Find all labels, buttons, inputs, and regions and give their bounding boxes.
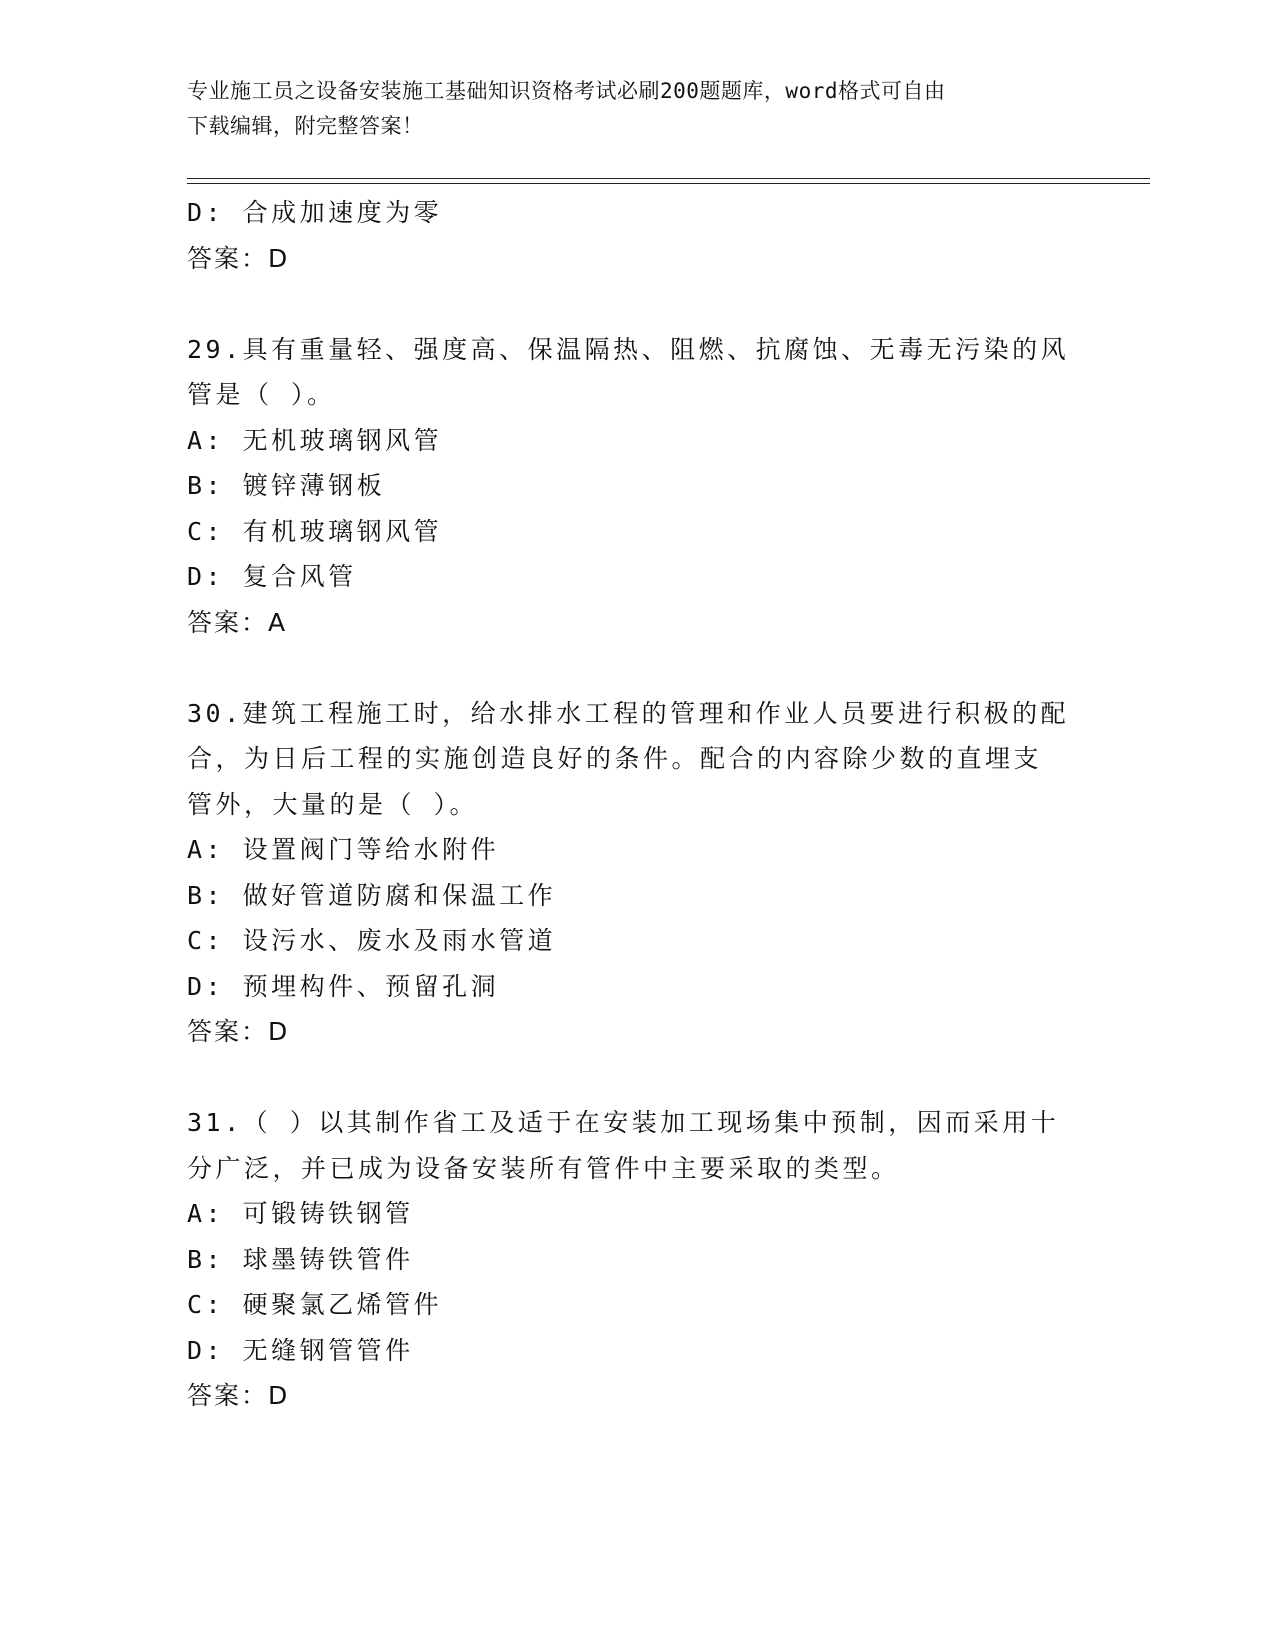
option-b: B: 球墨铸铁管件 <box>187 1244 414 1274</box>
question-30 <box>187 691 1087 1055</box>
option-c: C: 硬聚氯乙烯管件 <box>187 1290 443 1319</box>
option-d: D: 合成加速度为零 <box>187 198 443 227</box>
question-stem-line: 管是（ ）。 <box>187 380 336 409</box>
answer-line: 答案：D <box>187 1017 290 1046</box>
option-b: B: 做好管道防腐和保温工作 <box>187 880 557 910</box>
question-stem-line: 31.（ ）以其制作省工及适于在安装加工现场集中预制，因而采用十 <box>187 1108 1060 1137</box>
question-stem-line: 合，为日后工程的实施创造良好的条件。配合的内容除少数的直埋支 <box>187 744 1043 773</box>
option-d: D: 复合风管 <box>187 562 357 591</box>
header-line-1: 专业施工员之设备安装施工基础知识资格考试必刷200题题库，word格式可自由 <box>187 79 946 103</box>
header-divider-top <box>187 178 1150 179</box>
document-header <box>187 74 1087 144</box>
option-a: A: 设置阀门等给水附件 <box>187 835 500 864</box>
question-content <box>187 190 1087 1419</box>
answer-line: 答案：D <box>187 1381 290 1410</box>
answer-line: 答案：D <box>187 243 290 273</box>
question-stem-line: 分广泛，并已成为设备安装所有管件中主要采取的类型。 <box>187 1153 900 1183</box>
question-stem-line: 30.建筑工程施工时，给水排水工程的管理和作业人员要进行积极的配 <box>187 698 1070 728</box>
question-31 <box>187 1100 1087 1419</box>
question-stem-line: 管外，大量的是（ ）。 <box>187 789 479 819</box>
spacer <box>187 281 1087 327</box>
option-a: A: 可锻铸铁钢管 <box>187 1199 414 1228</box>
header-divider-bottom <box>187 183 1150 184</box>
answer-line: 答案：A <box>187 607 288 637</box>
option-a: A: 无机玻璃钢风管 <box>187 425 443 455</box>
header-line-2: 下载编辑，附完整答案！ <box>187 114 424 138</box>
option-d: D: 无缝钢管管件 <box>187 1335 414 1365</box>
option-c: C: 有机玻璃钢风管 <box>187 516 443 546</box>
question-28-tail <box>187 190 1087 281</box>
option-c: C: 设污水、废水及雨水管道 <box>187 926 557 955</box>
option-d: D: 预埋构件、预留孔洞 <box>187 971 500 1001</box>
question-29 <box>187 327 1087 646</box>
spacer <box>187 645 1087 691</box>
option-b: B: 镀锌薄钢板 <box>187 471 386 500</box>
spacer <box>187 1055 1087 1101</box>
question-stem-line: 29.具有重量轻、强度高、保温隔热、阻燃、抗腐蚀、无毒无污染的风 <box>187 334 1070 364</box>
